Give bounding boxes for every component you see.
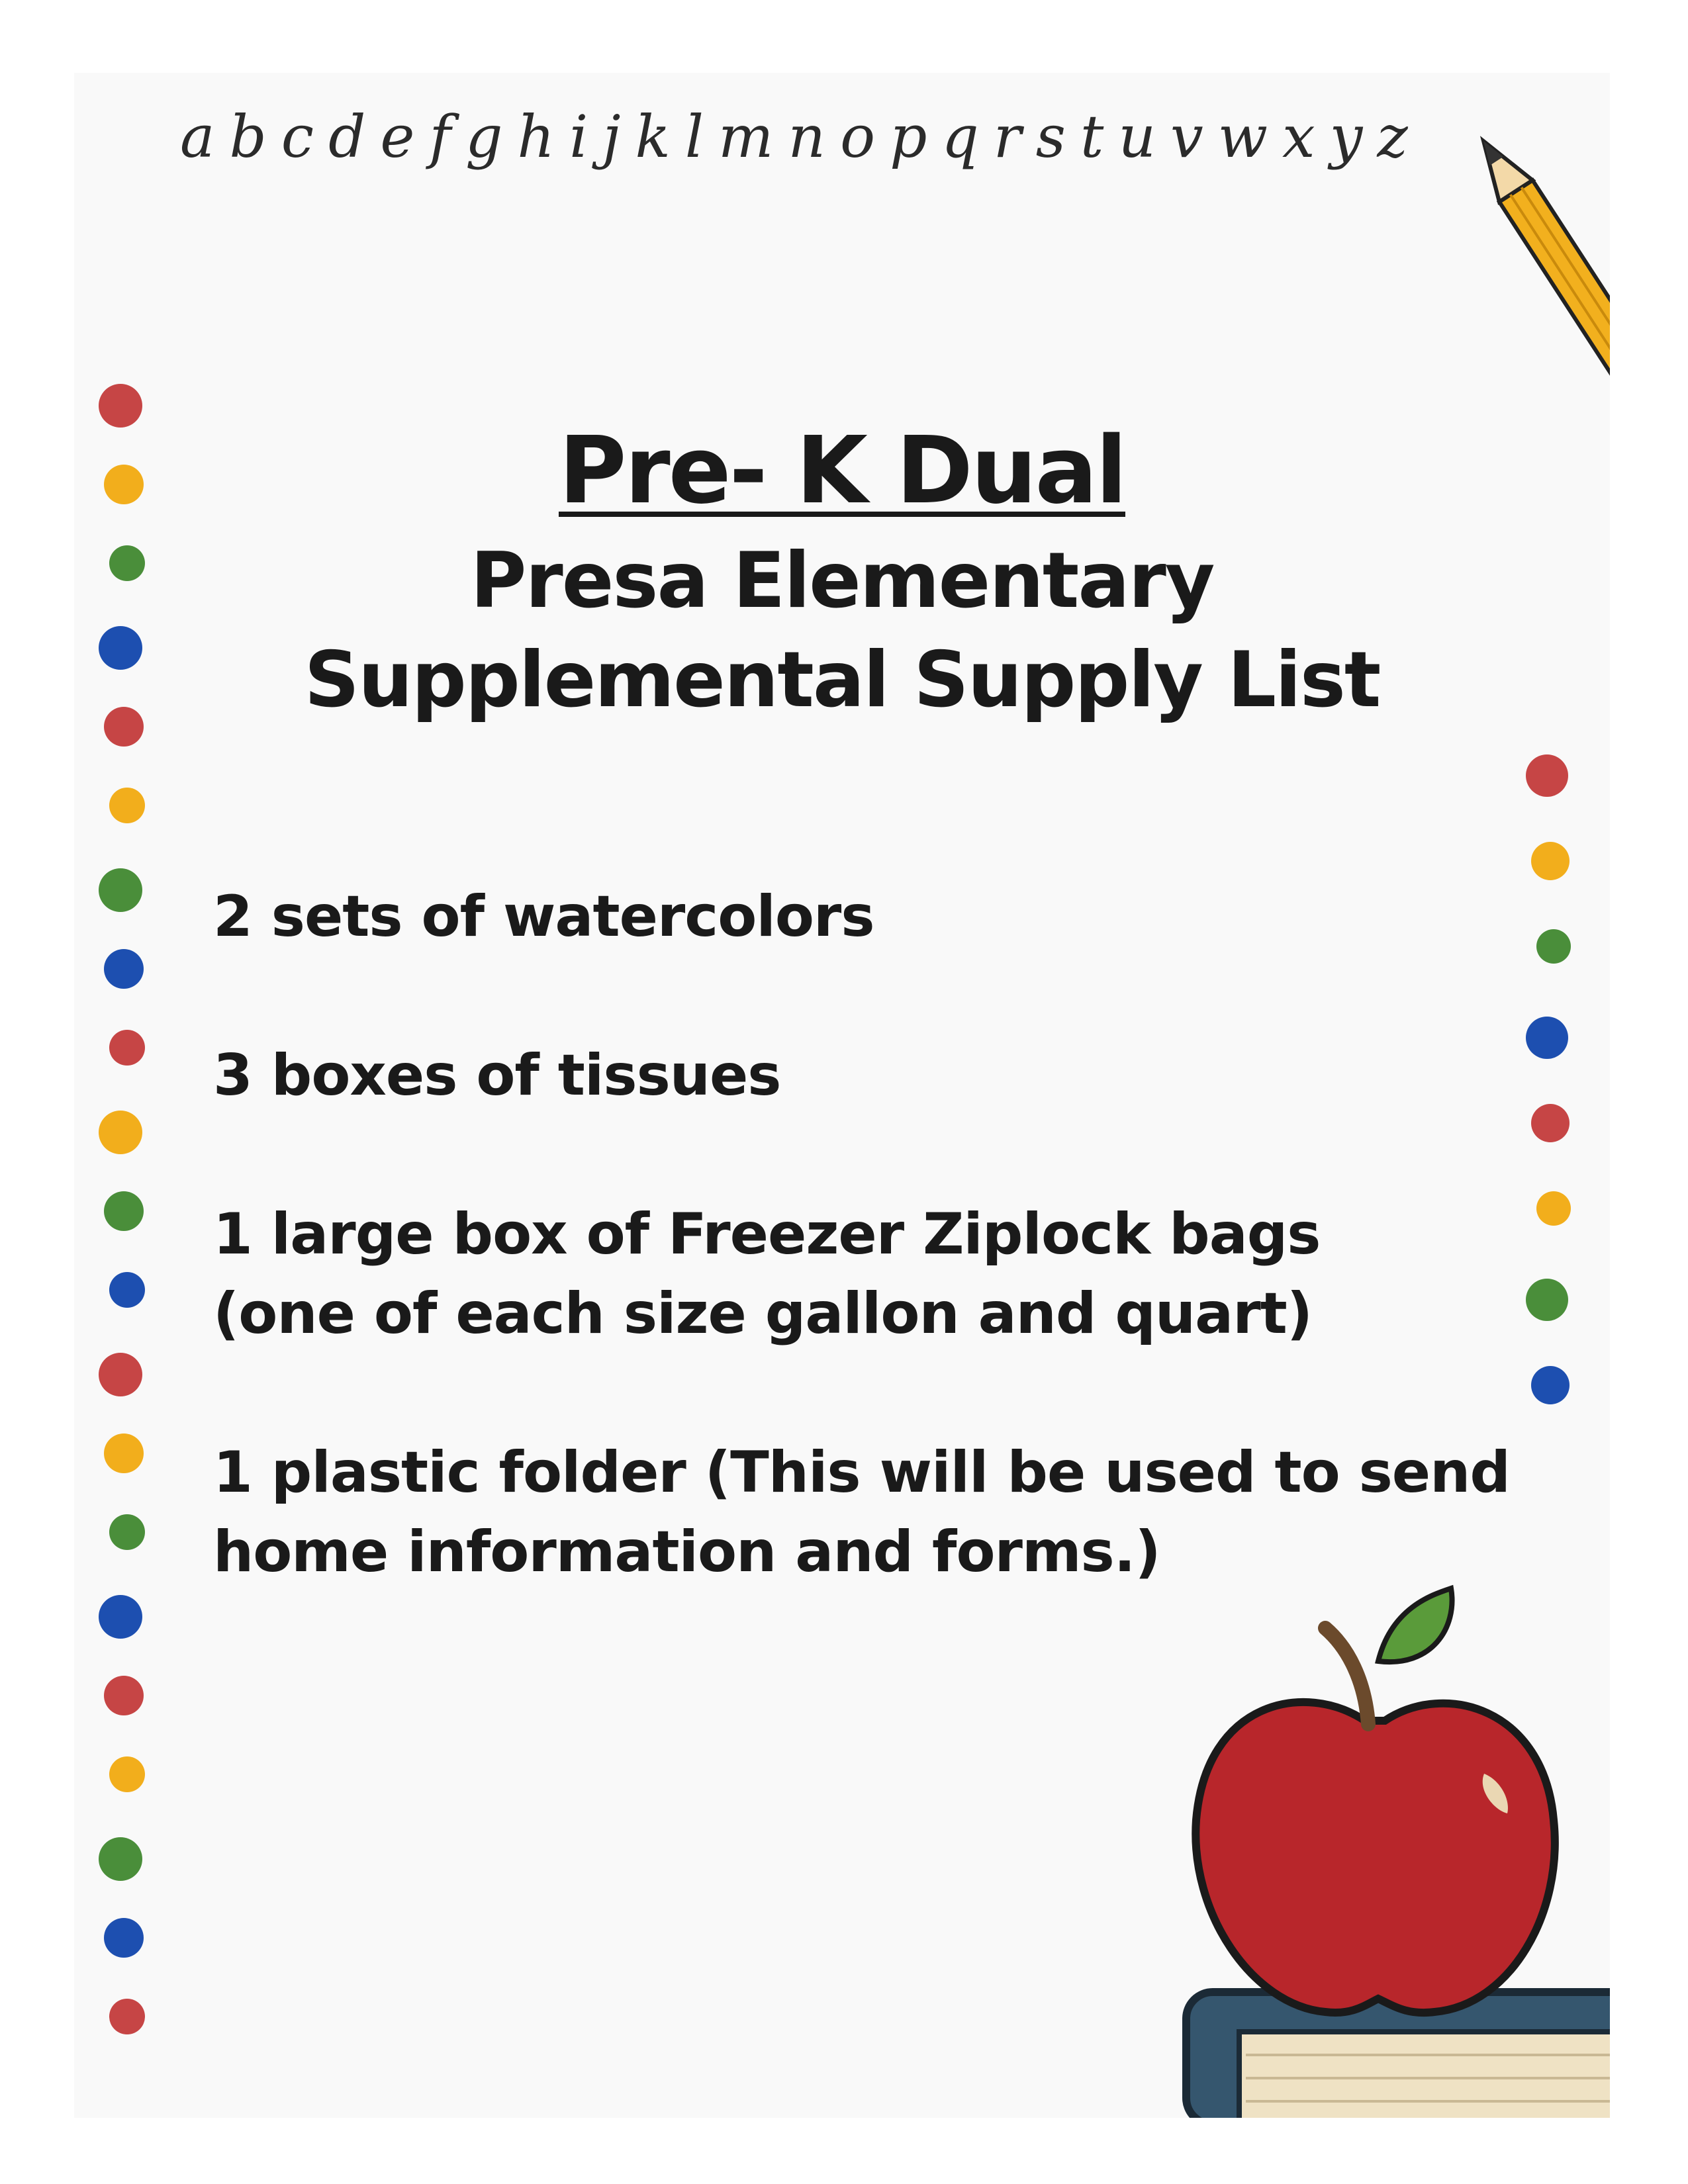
decorative-dot [104, 1433, 144, 1473]
decorative-dot [1536, 1191, 1571, 1226]
decorative-dot [104, 1918, 144, 1958]
decorative-dot [109, 1514, 145, 1550]
decorative-dot [1531, 1366, 1570, 1404]
supply-item [213, 877, 1524, 956]
decorative-dot [99, 1111, 142, 1154]
decorative-dot [1531, 1104, 1570, 1142]
decorative-dot [109, 1999, 145, 2034]
decorative-dot [1531, 842, 1570, 880]
decorative-dot [99, 868, 142, 912]
decorative-dot [99, 1353, 142, 1396]
supply-item-line: (one of each size gallon and quart) [213, 1281, 1313, 1347]
decorative-dot [109, 1272, 145, 1308]
decorative-dot [109, 1030, 145, 1066]
decorative-dot [109, 788, 145, 823]
list-heading: Supplemental Supply List [304, 635, 1380, 725]
supply-list-page [74, 73, 1610, 2118]
supply-item [213, 1036, 1524, 1115]
decorative-dot [109, 1756, 145, 1792]
decorative-dot [1526, 1017, 1568, 1059]
decorative-dot [99, 1595, 142, 1639]
supply-item-line: 3 boxes of tissues [213, 1042, 781, 1109]
decorative-dot [1526, 1279, 1568, 1321]
supply-item-line: home information and forms.) [213, 1519, 1160, 1585]
supply-item-line: 1 large box of Freezer Ziplock bags [213, 1201, 1321, 1267]
decorative-dot [1526, 754, 1568, 797]
page-title: Pre- K Dual [558, 417, 1125, 525]
supply-item-line: 1 plastic folder (This will be used to send [213, 1439, 1510, 1506]
school-name: Presa Elementary [470, 536, 1214, 625]
alphabet-banner: abcdefghijklmnopqrstuvwxyz [180, 103, 1423, 171]
decorative-dot [104, 949, 144, 989]
decorative-dot [104, 1676, 144, 1715]
apple-on-book-icon [1166, 1582, 1610, 2118]
supply-item-line: 2 sets of watercolors [213, 884, 874, 950]
decorative-dot [104, 1191, 144, 1231]
supply-item [213, 1195, 1524, 1353]
supply-item [213, 1433, 1524, 1592]
decorative-dot [99, 1837, 142, 1881]
decorative-dot [1536, 929, 1571, 964]
